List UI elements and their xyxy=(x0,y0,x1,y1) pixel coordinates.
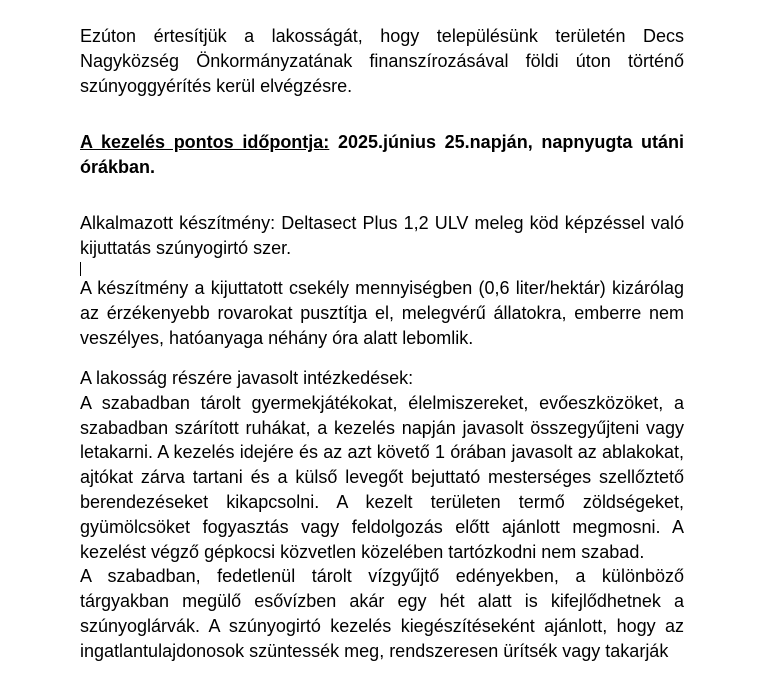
intro-paragraph: Ezúton értesítjük a lakosságát, hogy településünk területén Decs Nagyközség Önkormányzatának finanszírozásával földi úton történő szúnyoggyérítés kerül elvégzésre. xyxy=(80,26,684,96)
treatment-time-value: 2025.június 25.napján, napnyugta utáni órákban. xyxy=(80,132,684,177)
safety-paragraph: A készítmény a kijuttatott csekély mennyiségben (0,6 liter/hektár) kizárólag az érzékenyebb rovarokat pusztítja el, melegvérű állatokra, emberre nem veszélyes, hatóanyaga néhány óra alatt lebomlik. xyxy=(80,278,684,348)
treatment-time-paragraph xyxy=(80,130,684,180)
treatment-time-label: A kezelés pontos időpontja: xyxy=(80,132,330,152)
measures-paragraph-1: A szabadban tárolt gyermekjátékokat, élelmiszereket, evőeszközöket, a szabadban szárított ruhákat, a kezelés napján javasolt összegyűjteni vagy letakarni. A kezelés idejére és az azt követő 1 órában javasolt az ablakokat, ajtókat zárva tartani és a külső levegőt bejuttató mesterséges szellőztető berendezéseket kikapcsolni. A kezelt területen termő zöldségeket, gyümölcsöket fogyasztás vagy feldolgozás előtt ajánlott megmosni. A kezelést végző gépkocsi közvetlen közelében tartózkodni nem szabad. xyxy=(80,392,684,562)
measures-heading: A lakosság részére javasolt intézkedések: xyxy=(80,368,414,388)
product-paragraph: Alkalmazott készítmény: Deltasect Plus 1,2 ULV meleg köd képzéssel való kijuttatás szúnyogirtó szer. xyxy=(80,213,684,258)
measures-section xyxy=(80,366,684,664)
measures-paragraph-2: A szabadban, fedetlenül tárolt vízgyűjtő edényekben, a különböző tárgyakban megülő esővízben akár egy hét alatt is kifejlődhetnek a szúnyoglárvák. A szúnyogirtó kezelés kiegészítéseként ajánlott, hogy az ingatlantulajdonosok szüntessék meg, rendszeresen ürítsék vagy takarják xyxy=(80,566,684,661)
text-cursor xyxy=(80,262,81,276)
